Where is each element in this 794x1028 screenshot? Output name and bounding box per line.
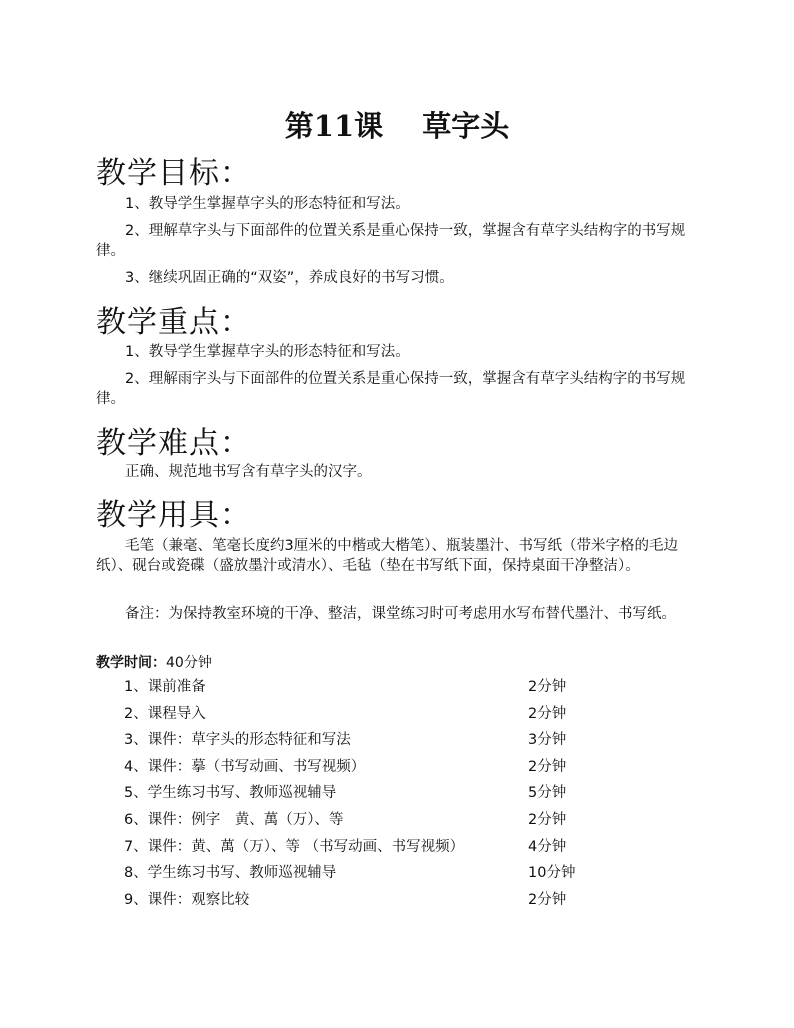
- heading-key-points: 教学重点：: [96, 305, 251, 340]
- schedule-step: 6、课件：例字 黄、萬（万）、等: [124, 811, 344, 828]
- schedule-list: [124, 677, 584, 916]
- schedule-step: 1、课前准备: [124, 679, 206, 695]
- key-point-item-1: 1、教导学生掌握草字头的形态特征和写法。: [125, 344, 410, 360]
- list-item: [124, 704, 584, 731]
- list-item: [124, 783, 584, 810]
- schedule-duration: 2分钟: [528, 758, 567, 775]
- teaching-time: [96, 652, 212, 672]
- objective-item-1: 1、教导学生掌握草字头的形态特征和写法。: [125, 196, 410, 212]
- list-item: [124, 810, 584, 837]
- list-item: [124, 890, 584, 917]
- schedule-duration: 4分钟: [528, 838, 567, 855]
- schedule-duration: 3分钟: [528, 732, 567, 749]
- list-item: [124, 863, 584, 890]
- objective-item-3: 3、继续巩固正确的“双姿”，养成良好的书写习惯。: [125, 270, 454, 286]
- schedule-duration: 10分钟: [528, 865, 576, 882]
- tools-note: 备注：为保持教室环境的干净、整洁，课堂练习时可考虑用水写布替代墨汁、书写纸。: [125, 606, 676, 622]
- list-item: [124, 757, 584, 784]
- schedule-duration: 2分钟: [528, 705, 567, 722]
- key-point-item-2: 2、理解雨字头与下面部件的位置关系是重心保持一致，掌握含有草字头结构字的书写规律。: [96, 371, 686, 407]
- teaching-time-value: 40分钟: [166, 655, 212, 671]
- list-item: [124, 837, 584, 864]
- schedule-step: 8、学生练习书写、教师巡视辅导: [124, 865, 337, 882]
- list-item: [124, 730, 584, 757]
- difficulty-item-1: 正确、规范地书写含有草字头的汉字。: [125, 464, 372, 480]
- list-item: [124, 677, 584, 704]
- objective-item-2: 2、理解草字头与下面部件的位置关系是重心保持一致，掌握含有草字头结构字的书写规律。: [96, 223, 686, 259]
- schedule-duration: 5分钟: [528, 785, 567, 802]
- lesson-title: 第11课 草字头: [284, 109, 510, 143]
- tools-item-1: 毛笔（兼毫、笔毫长度约3厘米的中楷或大楷笔）、瓶装墨汁、书写纸（带米字格的毛边纸）、砚台或瓷碟（盛放墨汁或清水）、毛毡（垫在书写纸下面，保持桌面干净整洁）。: [96, 538, 678, 574]
- heading-objectives: 教学目标：: [96, 156, 251, 191]
- teaching-time-label: 教学时间：: [96, 655, 166, 671]
- schedule-step: 5、学生练习书写、教师巡视辅导: [124, 785, 337, 802]
- schedule-step: 4、课件：摹（书写动画、书写视频）: [124, 758, 366, 775]
- schedule-duration: 2分钟: [528, 679, 567, 695]
- heading-tools: 教学用具：: [96, 498, 251, 533]
- schedule-step: 3、课件：草字头的形态特征和写法: [124, 732, 351, 749]
- schedule-duration: 2分钟: [528, 891, 567, 908]
- heading-difficulties: 教学难点：: [96, 426, 251, 461]
- schedule-step: 2、课程导入: [124, 705, 206, 722]
- schedule-step: 9、课件：观察比较: [124, 891, 250, 908]
- schedule-step: 7、课件：黄、萬（万）、等 （书写动画、书写视频）: [124, 838, 465, 855]
- schedule-duration: 2分钟: [528, 811, 567, 828]
